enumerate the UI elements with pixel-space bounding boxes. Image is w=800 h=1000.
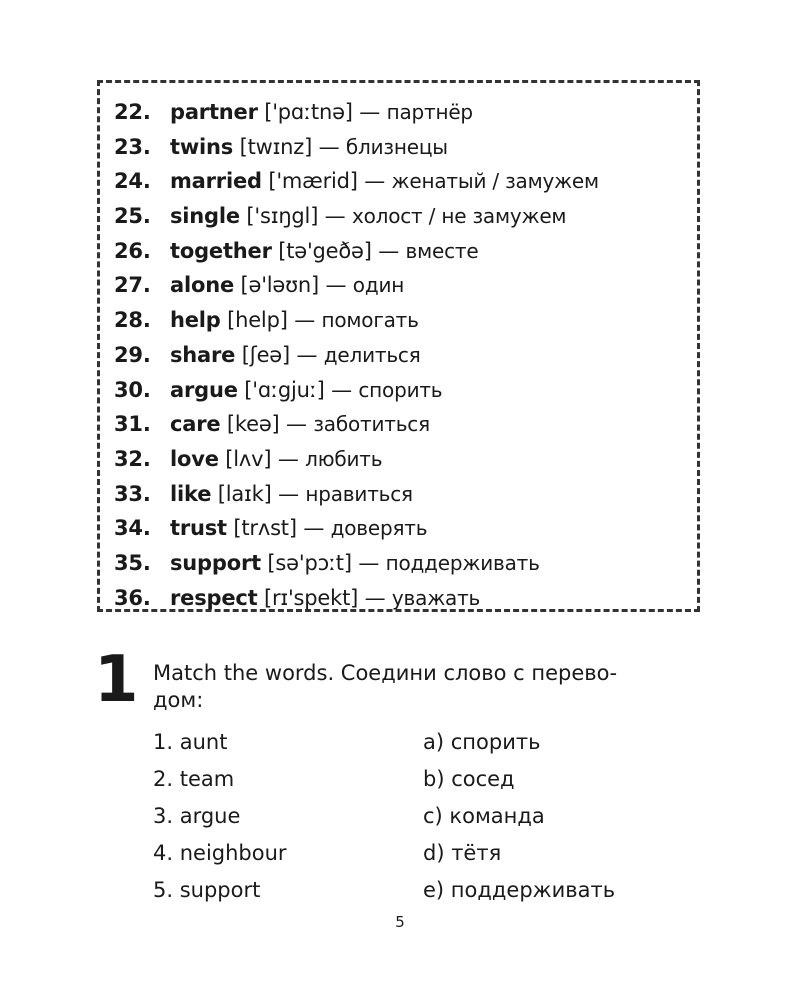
vocab-number: 36. <box>114 585 151 610</box>
vocab-number: 30. <box>114 377 151 402</box>
vocabulary-row <box>114 546 697 581</box>
vocab-word: care <box>170 412 221 437</box>
vocab-translation: нравиться <box>305 481 413 506</box>
vocab-word: together <box>170 238 272 263</box>
vocab-transcription: [ʃeə] <box>241 342 290 367</box>
vocab-dash: — <box>294 308 315 333</box>
vocabulary-box <box>97 80 700 612</box>
vocab-translation: любить <box>305 446 383 471</box>
vocab-number: 35. <box>114 550 151 575</box>
vocab-transcription: [keə] <box>226 412 280 437</box>
vocab-translation: партнёр <box>386 100 473 124</box>
match-word-1: 1. aunt <box>153 730 228 754</box>
match-translations-column <box>423 728 615 913</box>
vocab-word: argue <box>170 377 238 402</box>
vocab-dash: — <box>286 412 307 437</box>
vocab-dash: — <box>278 481 299 506</box>
vocab-translation: близнецы <box>345 134 448 159</box>
exercise-instruction <box>153 660 713 714</box>
vocab-dash: — <box>277 446 299 471</box>
vocab-transcription: [tə'geðə] <box>278 238 372 263</box>
vocabulary-row <box>114 581 697 616</box>
vocab-word: love <box>170 446 219 471</box>
vocab-transcription: [ə'ləʊn] <box>240 273 319 298</box>
match-word-3: 3. argue <box>153 804 241 828</box>
vocabulary-row <box>114 95 697 130</box>
vocab-transcription: [rɪ'spekt] <box>263 585 359 610</box>
match-translation-c: c) команда <box>423 804 545 828</box>
vocab-dash: — <box>325 273 347 298</box>
vocab-translation: уважать <box>391 585 481 610</box>
vocab-dash: — <box>364 585 386 610</box>
vocab-translation: один <box>352 273 405 298</box>
vocabulary-row <box>114 442 697 477</box>
vocab-transcription: ['ɑːgjuː] <box>244 377 325 402</box>
vocab-number: 23. <box>114 134 151 159</box>
match-translation-b: b) сосед <box>423 767 515 791</box>
vocab-dash: — <box>324 204 346 229</box>
vocab-word: respect <box>170 585 258 610</box>
vocab-translation: доверять <box>330 516 428 541</box>
vocab-dash: — <box>378 238 400 263</box>
vocab-translation: поддерживать <box>385 550 540 575</box>
vocab-word: trust <box>170 516 227 541</box>
vocab-translation: холост / не замужем <box>351 204 567 229</box>
vocab-transcription: [lʌv] <box>225 446 272 471</box>
vocab-transcription: [help] <box>227 308 288 333</box>
match-words-column <box>153 728 287 913</box>
vocab-word: married <box>170 169 262 194</box>
vocab-translation: женатый / замужем <box>391 169 599 194</box>
vocab-number: 26. <box>114 238 151 263</box>
vocabulary-row <box>114 164 697 199</box>
vocab-dash: — <box>331 377 352 402</box>
vocabulary-row <box>114 268 697 303</box>
vocab-number: 32. <box>114 446 151 471</box>
vocabulary-row <box>114 477 697 512</box>
vocab-translation: заботиться <box>313 412 430 437</box>
vocabulary-row <box>114 130 697 165</box>
vocab-transcription: [sə'pɔːt] <box>267 550 352 575</box>
vocabulary-list <box>114 95 697 615</box>
vocabulary-row <box>114 407 697 442</box>
vocab-number: 27. <box>114 273 151 298</box>
vocab-number: 34. <box>114 516 151 541</box>
vocab-dash: — <box>296 342 318 367</box>
vocab-number: 33. <box>114 481 151 506</box>
vocabulary-row <box>114 199 697 234</box>
vocab-word: single <box>170 204 240 229</box>
vocab-transcription: [trʌst] <box>233 516 297 541</box>
vocab-dash: — <box>359 100 381 124</box>
vocab-word: twins <box>170 134 234 159</box>
vocabulary-row <box>114 234 697 269</box>
match-word-5: 5. support <box>153 878 261 902</box>
vocab-transcription: ['mærid] <box>268 169 358 194</box>
vocab-dash: — <box>358 550 380 575</box>
match-translation-d: d) тётя <box>423 841 502 865</box>
page-number: 5 <box>395 913 405 931</box>
vocab-word: like <box>170 481 212 506</box>
vocab-word: support <box>170 550 261 575</box>
vocab-transcription: [twɪnz] <box>239 134 313 159</box>
match-translation-a: a) спорить <box>423 730 541 754</box>
vocabulary-row <box>114 373 697 408</box>
vocab-translation: вместе <box>405 238 479 263</box>
instruction-line-2: дом: <box>153 688 204 712</box>
vocab-number: 28. <box>114 308 151 333</box>
match-translation-e: e) поддерживать <box>423 878 616 902</box>
vocab-dash: — <box>318 134 340 159</box>
vocab-transcription: ['pɑːtnə] <box>264 100 353 124</box>
vocabulary-row <box>114 511 697 546</box>
vocab-transcription: ['sɪŋgl] <box>246 204 319 229</box>
match-word-4: 4. neighbour <box>153 841 287 865</box>
vocab-number: 22. <box>114 100 151 124</box>
vocab-dash: — <box>303 516 325 541</box>
vocab-word: alone <box>170 273 234 298</box>
vocab-number: 24. <box>114 169 151 194</box>
vocab-number: 25. <box>114 204 151 229</box>
vocab-word: help <box>170 308 221 333</box>
vocab-number: 29. <box>114 342 151 367</box>
vocab-translation: помогать <box>321 308 419 333</box>
vocabulary-row <box>114 303 697 338</box>
match-word-2: 2. team <box>153 767 235 791</box>
vocab-transcription: [laɪk] <box>217 481 272 506</box>
vocab-translation: спорить <box>358 377 443 402</box>
vocab-dash: — <box>364 169 386 194</box>
vocab-translation: делиться <box>323 342 421 367</box>
vocabulary-row <box>114 338 697 373</box>
vocab-number: 31. <box>114 412 151 437</box>
vocab-word: share <box>170 342 236 367</box>
vocab-word: partner <box>170 100 258 124</box>
instruction-line-1: Match the words. Соедини слово с перево- <box>153 661 618 685</box>
exercise-number: 1 <box>94 643 137 717</box>
